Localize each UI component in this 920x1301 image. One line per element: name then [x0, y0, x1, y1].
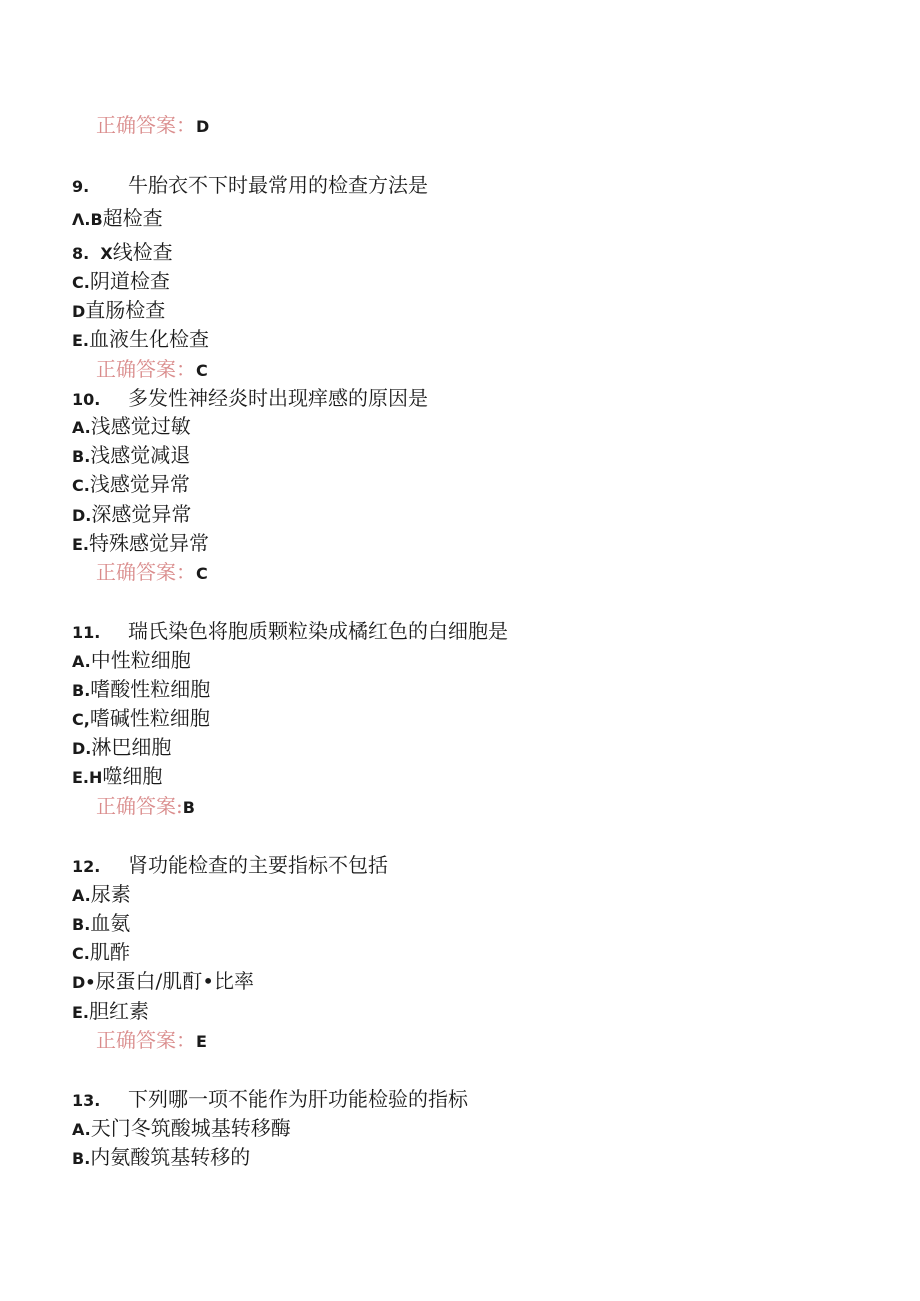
option-key: B.	[72, 447, 91, 466]
answer-line	[96, 792, 195, 822]
option	[72, 441, 190, 471]
option-key: 8. X	[72, 244, 113, 263]
option	[72, 733, 171, 763]
question-number: 11.	[72, 623, 101, 642]
answer-value: D	[196, 117, 210, 136]
option	[72, 997, 149, 1027]
question-text: 下列哪一项不能作为肝功能检验的指标	[128, 1087, 468, 1111]
option-key: A.	[72, 886, 91, 905]
option	[72, 704, 210, 734]
option-text: 特殊感觉异常	[89, 531, 210, 555]
option-text: 胆红素	[89, 999, 150, 1023]
question-stem	[72, 1085, 468, 1115]
option-text: 淋巴细胞	[91, 735, 172, 759]
option-key: E.	[72, 331, 90, 350]
option	[72, 529, 209, 559]
answer-label: 正确答案:	[96, 794, 183, 818]
option-text: 尿蛋白/肌酊•比率	[95, 969, 255, 993]
option	[72, 267, 170, 297]
option	[72, 646, 191, 676]
question-text: 多发性神经炎时出现痒感的原因是	[128, 386, 428, 410]
option	[72, 880, 131, 910]
option-text: 线检查	[112, 240, 173, 264]
option-text: 阴道检查	[89, 269, 170, 293]
option-text: 天门冬筑酸城基转移酶	[90, 1116, 291, 1140]
option-text: 直肠检查	[85, 298, 166, 322]
option	[72, 1114, 291, 1144]
option	[72, 500, 191, 530]
option	[72, 296, 165, 326]
option-text: 尿素	[90, 882, 131, 906]
answer-line	[96, 1026, 207, 1056]
option	[72, 470, 190, 500]
option	[72, 204, 163, 234]
option-key: B.	[72, 915, 91, 934]
option-key: D	[72, 302, 86, 321]
option	[72, 967, 254, 997]
answer-value: C	[196, 564, 208, 583]
question-text: 肾功能检查的主要指标不包括	[128, 853, 388, 877]
option-key: Λ.B	[72, 210, 103, 229]
option-key: D.	[72, 506, 92, 525]
option-text: 噬细胞	[102, 764, 163, 788]
option-key: A.	[72, 652, 91, 671]
option-key: C.	[72, 273, 90, 292]
option-key: C.	[72, 944, 90, 963]
option	[72, 238, 173, 268]
option-key: B.	[72, 1149, 91, 1168]
answer-line	[96, 558, 208, 588]
answer-label: 正确答案：	[96, 113, 196, 137]
option-text: 浅感觉异常	[89, 472, 190, 496]
option-text: 肌酢	[89, 940, 130, 964]
answer-label: 正确答案：	[96, 357, 196, 381]
question-stem	[72, 171, 428, 201]
option	[72, 909, 130, 939]
option	[72, 938, 130, 968]
option	[72, 325, 209, 355]
question-stem	[72, 617, 508, 647]
answer-line	[96, 111, 209, 141]
option-key: A.	[72, 1120, 91, 1139]
option-text: 浅感觉减退	[90, 443, 191, 467]
option-text: 浅感觉过敏	[90, 414, 191, 438]
option-key: C,	[72, 710, 90, 729]
answer-value: B	[182, 798, 195, 817]
option	[72, 412, 191, 442]
question-number: 10.	[72, 390, 101, 409]
option-text: 超检查	[102, 206, 163, 230]
question-number: 12.	[72, 857, 101, 876]
option-text: 嗜碱性粒细胞	[89, 706, 210, 730]
option-text: 血氨	[90, 911, 131, 935]
question-text: 瑞氏染色将胞质颗粒染成橘红色的白细胞是	[128, 619, 508, 643]
option-key: E.H	[72, 768, 103, 787]
question-text: 牛胎衣不下时最常用的检查方法是	[128, 173, 428, 197]
option-key: E.	[72, 1003, 90, 1022]
answer-value: E	[196, 1032, 207, 1051]
option	[72, 762, 162, 792]
option-text: 深感觉异常	[91, 502, 192, 526]
option-text: 血液生化检查	[89, 327, 210, 351]
option-text: 嗜酸性粒细胞	[90, 677, 211, 701]
option	[72, 675, 210, 705]
answer-value: C	[196, 361, 208, 380]
option-key: A.	[72, 418, 91, 437]
question-stem	[72, 384, 428, 414]
option	[72, 1143, 250, 1173]
option-key: B.	[72, 681, 91, 700]
option-key: C.	[72, 476, 90, 495]
option-text: 中性粒细胞	[90, 648, 191, 672]
option-text: 内氨酸筑基转移的	[90, 1145, 251, 1169]
option-key: D.	[72, 739, 92, 758]
answer-line	[96, 355, 208, 385]
answer-label: 正确答案：	[96, 560, 196, 584]
question-number: 13.	[72, 1091, 101, 1110]
question-number: 9.	[72, 177, 90, 196]
answer-label: 正确答案：	[96, 1028, 196, 1052]
option-key: E.	[72, 535, 90, 554]
question-stem	[72, 851, 388, 881]
option-key: D•	[72, 973, 96, 992]
